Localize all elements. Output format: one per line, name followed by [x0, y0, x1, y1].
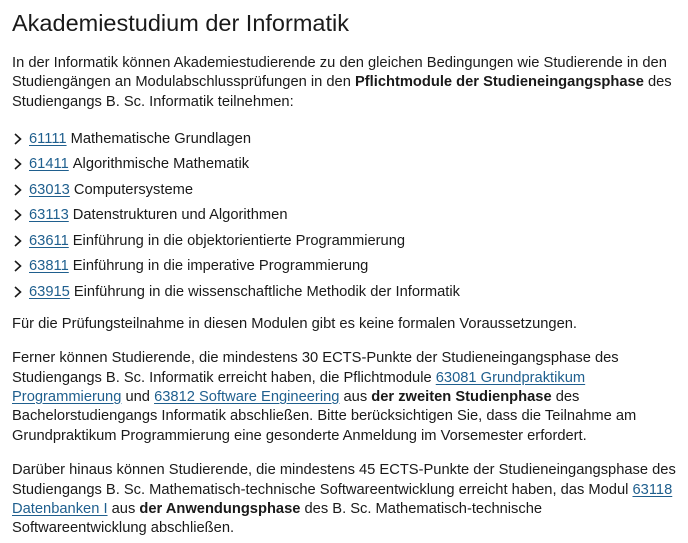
prerequisites-paragraph: Für die Prüfungsteilnahme in diesen Modulen gibt es keine formalen Voraussetzungen. [12, 315, 577, 332]
module-name: Datenstrukturen und Algorithmen [72, 207, 288, 224]
beyond-bold: der Anwendungsphase [139, 500, 301, 517]
module-item [12, 177, 678, 203]
chevron-right-icon [12, 157, 24, 171]
module-name: Einführung in die wissenschaftliche Methodik der Informatik [73, 283, 460, 300]
chevron-right-icon [12, 259, 24, 273]
intro-text-1: In der Informatik können Akademiestudierende zu den gleichen Bedingungen wie Studierende in den Studiengängen an Modulabschlussprüfungen in den [12, 55, 667, 91]
module-name: Computersysteme [73, 181, 194, 198]
further-text-3: aus [339, 388, 372, 405]
module-name: Einführung in die objektorientierte Programmierung [72, 232, 406, 249]
chevron-right-icon [12, 183, 24, 197]
intro-bold: Pflichtmodule der Studieneingangsphase [354, 74, 644, 91]
beyond-text-2: aus [107, 500, 140, 517]
second-phase-paragraph [12, 349, 678, 446]
chevron-right-icon [12, 285, 24, 299]
module-item [12, 254, 678, 280]
module-code-link[interactable]: 61411 [29, 156, 69, 173]
beyond-text-3: des B. Sc. Mathematisch-technische Softwareentwicklung abschließen. [12, 500, 543, 537]
further-text-4: des Bachelorstudiengangs Informatik abschließen. Bitte berücksichtigen Sie, dass die Teilnahme am Grundpraktikum Programmierung eine gesonderte Anmeldung im Vorsemester erfordert. [12, 388, 637, 444]
application-phase-paragraph [12, 461, 678, 539]
module-item [12, 203, 678, 229]
beyond-text-1: Darüber hinaus können Studierende, die mindestens 45 ECTS-Punkte der Studieneingangsphase des Studiengangs B. Sc. Mathematisch-technische Softwareentwicklung erreicht haben, das Modul [12, 462, 676, 498]
further-text-2: und [121, 388, 155, 405]
module-code-link[interactable]: 63013 [29, 181, 70, 198]
intro-text-2: des Studiengangs B. Sc. Informatik teilnehmen: [12, 74, 672, 110]
module-name: Einführung in die imperative Programmierung [72, 258, 369, 275]
intro-paragraph [12, 54, 678, 112]
chevron-right-icon [12, 132, 24, 146]
module-item [12, 152, 678, 178]
module-code-link[interactable]: 61111 [29, 130, 67, 147]
module-code-link[interactable]: 63811 [29, 258, 69, 275]
further-bold: der zweiten Studienphase [371, 388, 552, 405]
software-engineering-link[interactable]: 63812 Software Engineering [154, 388, 340, 405]
page-title: Akademiestudium der Informatik [12, 10, 349, 36]
module-code-link[interactable]: 63915 [29, 283, 70, 300]
chevron-right-icon [12, 208, 24, 222]
datenbanken-link[interactable]: 63118 Datenbanken I [12, 481, 673, 517]
module-name: Mathematische Grundlagen [70, 130, 252, 147]
module-code-link[interactable]: 63611 [29, 232, 69, 249]
grundpraktikum-link[interactable]: 63081 Grundpraktikum Programmierung [12, 369, 586, 405]
further-text-1: Ferner können Studierende, die mindestens 30 ECTS-Punkte der Studieneingangsphase des Studiengangs B. Sc. Informatik erreicht haben, die Pflichtmodule [12, 350, 619, 386]
module-item [12, 228, 678, 254]
module-code-link[interactable]: 63113 [29, 207, 69, 224]
module-list [12, 126, 678, 305]
chevron-right-icon [12, 234, 24, 248]
module-name: Algorithmische Mathematik [72, 156, 250, 173]
module-item [12, 126, 678, 152]
module-item [12, 279, 678, 305]
